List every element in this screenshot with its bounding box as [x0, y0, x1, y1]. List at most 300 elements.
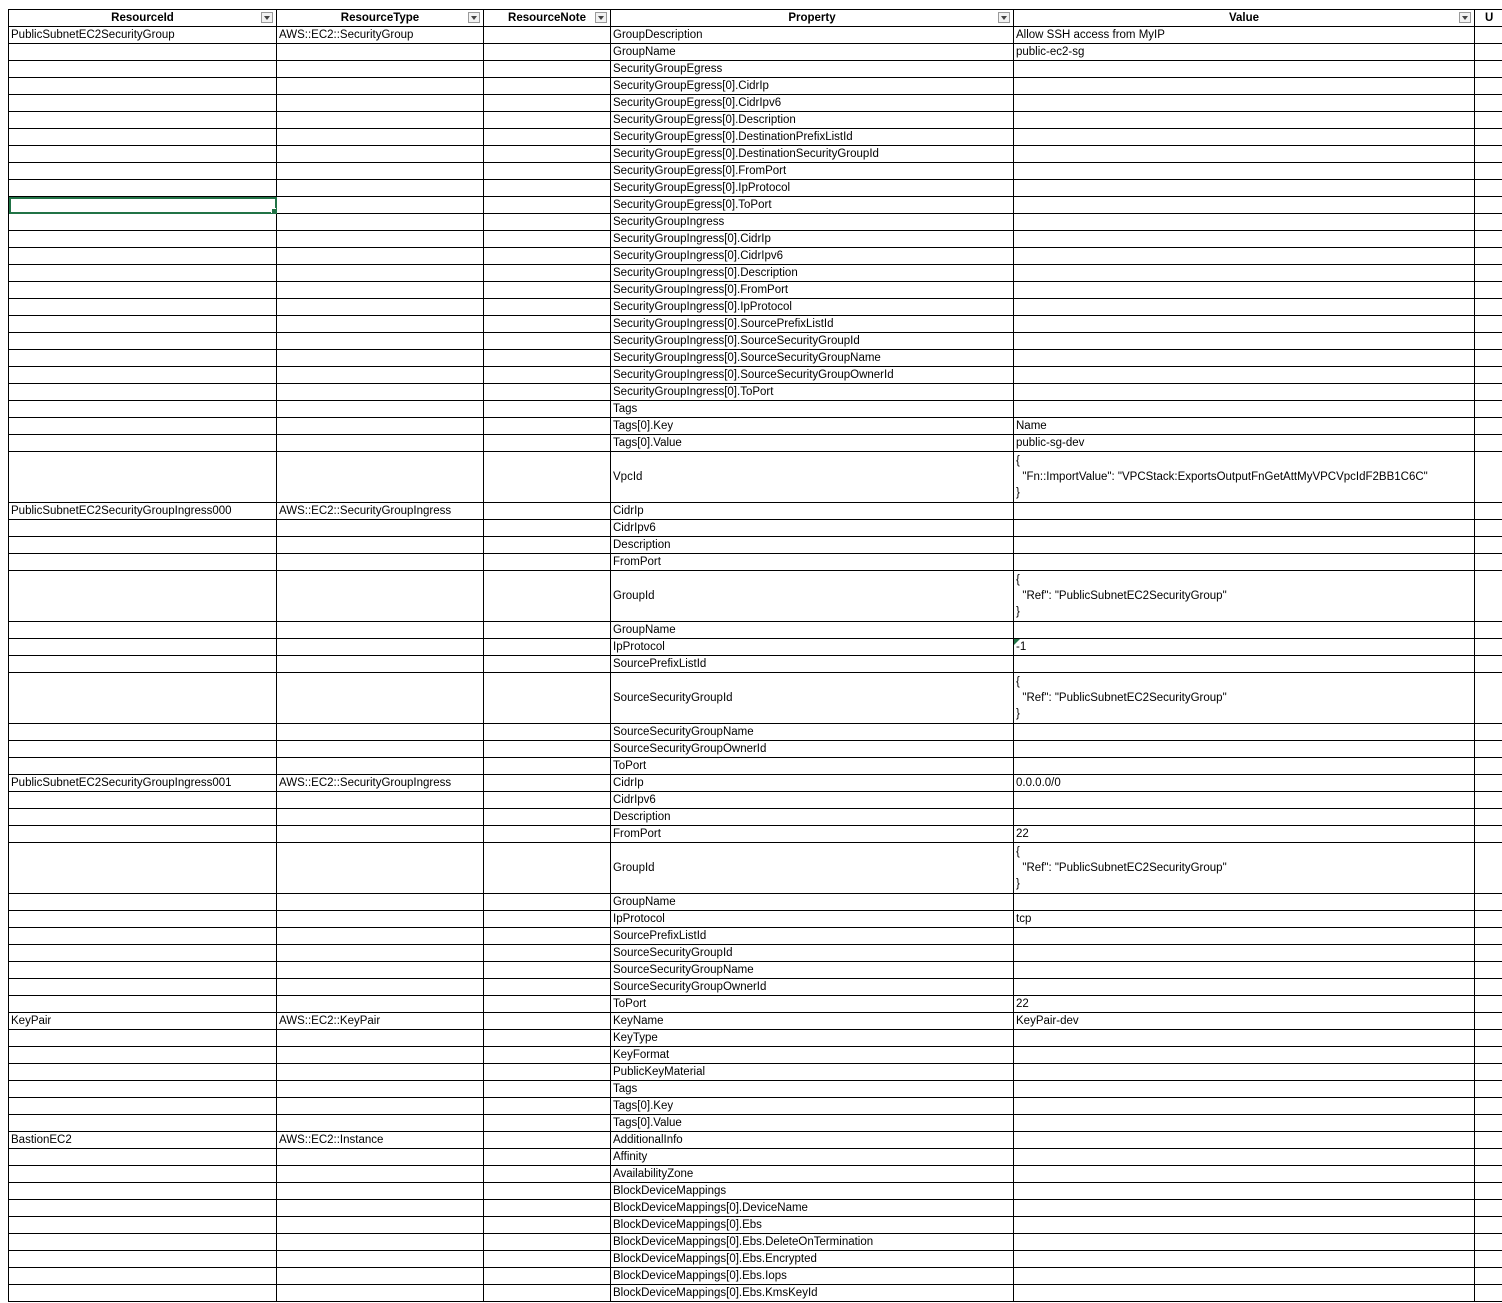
- property-cell[interactable]: Description: [611, 809, 1014, 826]
- value-cell[interactable]: { "Ref": "PublicSubnetEC2SecurityGroup" }: [1014, 843, 1475, 894]
- value-cell[interactable]: [1014, 1081, 1475, 1098]
- resourcetype-cell[interactable]: [277, 1251, 484, 1268]
- u-cell[interactable]: [1475, 673, 1502, 724]
- value-cell[interactable]: [1014, 1030, 1475, 1047]
- resourcenote-cell[interactable]: [484, 911, 611, 928]
- property-cell[interactable]: SecurityGroupEgress[0].IpProtocol: [611, 180, 1014, 197]
- resourcetype-cell[interactable]: [277, 741, 484, 758]
- value-cell[interactable]: [1014, 1183, 1475, 1200]
- value-cell[interactable]: [1014, 1217, 1475, 1234]
- u-cell[interactable]: [1475, 27, 1502, 44]
- value-cell[interactable]: [1014, 724, 1475, 741]
- resourcenote-cell[interactable]: [484, 265, 611, 282]
- resourcetype-cell[interactable]: [277, 197, 484, 214]
- resourcetype-cell[interactable]: [277, 1081, 484, 1098]
- filter-dropdown-icon[interactable]: [261, 12, 273, 23]
- resourcenote-cell[interactable]: [484, 809, 611, 826]
- resourcenote-cell[interactable]: [484, 1251, 611, 1268]
- property-cell[interactable]: BlockDeviceMappings[0].Ebs: [611, 1217, 1014, 1234]
- u-cell[interactable]: [1475, 537, 1502, 554]
- resourcetype-cell[interactable]: [277, 1268, 484, 1285]
- value-cell[interactable]: [1014, 299, 1475, 316]
- u-cell[interactable]: [1475, 333, 1502, 350]
- value-cell[interactable]: [1014, 401, 1475, 418]
- resourcetype-cell[interactable]: [277, 792, 484, 809]
- value-cell[interactable]: [1014, 809, 1475, 826]
- resourcenote-cell[interactable]: [484, 1217, 611, 1234]
- resourcetype-cell[interactable]: [277, 1285, 484, 1302]
- property-cell[interactable]: Tags[0].Value: [611, 435, 1014, 452]
- resourcenote-cell[interactable]: [484, 384, 611, 401]
- resourceid-cell[interactable]: [9, 1183, 277, 1200]
- resourceid-cell[interactable]: [9, 452, 277, 503]
- u-cell[interactable]: [1475, 61, 1502, 78]
- value-cell[interactable]: public-ec2-sg: [1014, 44, 1475, 61]
- resourceid-cell[interactable]: [9, 656, 277, 673]
- u-cell[interactable]: [1475, 248, 1502, 265]
- filter-dropdown-icon[interactable]: [1459, 12, 1471, 23]
- u-cell[interactable]: [1475, 418, 1502, 435]
- u-cell[interactable]: [1475, 996, 1502, 1013]
- property-cell[interactable]: SecurityGroupIngress[0].Description: [611, 265, 1014, 282]
- resourcenote-cell[interactable]: [484, 1047, 611, 1064]
- resourcetype-cell[interactable]: [277, 928, 484, 945]
- property-cell[interactable]: CidrIpv6: [611, 792, 1014, 809]
- resourcenote-cell[interactable]: [484, 1081, 611, 1098]
- value-cell[interactable]: tcp: [1014, 911, 1475, 928]
- resourcenote-cell[interactable]: [484, 78, 611, 95]
- resourcetype-cell[interactable]: [277, 894, 484, 911]
- value-cell[interactable]: [1014, 316, 1475, 333]
- resourceid-cell[interactable]: [9, 571, 277, 622]
- resourceid-cell[interactable]: PublicSubnetEC2SecurityGroup: [9, 27, 277, 44]
- value-cell[interactable]: [1014, 979, 1475, 996]
- resourcenote-cell[interactable]: [484, 673, 611, 724]
- resourceid-cell[interactable]: [9, 928, 277, 945]
- property-cell[interactable]: KeyType: [611, 1030, 1014, 1047]
- u-cell[interactable]: [1475, 129, 1502, 146]
- resourcenote-cell[interactable]: [484, 61, 611, 78]
- u-cell[interactable]: [1475, 826, 1502, 843]
- property-cell[interactable]: BlockDeviceMappings[0].Ebs.KmsKeyId: [611, 1285, 1014, 1302]
- resourcetype-cell[interactable]: [277, 95, 484, 112]
- u-cell[interactable]: [1475, 1200, 1502, 1217]
- resourcetype-cell[interactable]: [277, 214, 484, 231]
- resourceid-cell[interactable]: [9, 333, 277, 350]
- resourceid-cell[interactable]: [9, 248, 277, 265]
- resourcenote-cell[interactable]: [484, 367, 611, 384]
- resourcetype-cell[interactable]: [277, 333, 484, 350]
- u-cell[interactable]: [1475, 282, 1502, 299]
- value-cell[interactable]: [1014, 180, 1475, 197]
- resourceid-cell[interactable]: [9, 894, 277, 911]
- resourceid-cell[interactable]: [9, 996, 277, 1013]
- property-cell[interactable]: CidrIpv6: [611, 520, 1014, 537]
- u-cell[interactable]: [1475, 401, 1502, 418]
- resourcenote-cell[interactable]: [484, 299, 611, 316]
- resourcenote-cell[interactable]: [484, 826, 611, 843]
- value-cell[interactable]: [1014, 741, 1475, 758]
- u-cell[interactable]: [1475, 622, 1502, 639]
- value-cell[interactable]: [1014, 1132, 1475, 1149]
- resourcenote-cell[interactable]: [484, 792, 611, 809]
- resourcetype-cell[interactable]: [277, 571, 484, 622]
- value-cell[interactable]: [1014, 95, 1475, 112]
- value-cell[interactable]: [1014, 61, 1475, 78]
- resourceid-cell[interactable]: [9, 758, 277, 775]
- property-cell[interactable]: IpProtocol: [611, 639, 1014, 656]
- value-cell[interactable]: [1014, 962, 1475, 979]
- resourcenote-cell[interactable]: [484, 44, 611, 61]
- property-cell[interactable]: SourceSecurityGroupOwnerId: [611, 979, 1014, 996]
- resourcenote-cell[interactable]: [484, 129, 611, 146]
- u-cell[interactable]: [1475, 197, 1502, 214]
- resourcetype-cell[interactable]: [277, 282, 484, 299]
- value-cell[interactable]: { "Fn::ImportValue": "VPCStack:ExportsOutputFnGetAttMyVPCVpcIdF2BB1C6C" }: [1014, 452, 1475, 503]
- resourceid-cell[interactable]: [9, 1115, 277, 1132]
- value-cell[interactable]: [1014, 1234, 1475, 1251]
- value-cell[interactable]: [1014, 792, 1475, 809]
- u-cell[interactable]: [1475, 44, 1502, 61]
- value-cell[interactable]: [1014, 146, 1475, 163]
- resourceid-cell[interactable]: [9, 1251, 277, 1268]
- u-cell[interactable]: [1475, 571, 1502, 622]
- resourceid-cell[interactable]: [9, 435, 277, 452]
- u-cell[interactable]: [1475, 945, 1502, 962]
- resourcetype-cell[interactable]: [277, 418, 484, 435]
- property-cell[interactable]: SourceSecurityGroupId: [611, 673, 1014, 724]
- resourcenote-cell[interactable]: [484, 554, 611, 571]
- value-cell[interactable]: [1014, 1285, 1475, 1302]
- u-cell[interactable]: [1475, 1132, 1502, 1149]
- resourcenote-cell[interactable]: [484, 146, 611, 163]
- u-cell[interactable]: [1475, 1030, 1502, 1047]
- property-cell[interactable]: SourcePrefixListId: [611, 928, 1014, 945]
- value-cell[interactable]: [1014, 1166, 1475, 1183]
- resourceid-cell[interactable]: [9, 843, 277, 894]
- property-cell[interactable]: Tags: [611, 401, 1014, 418]
- resourceid-cell[interactable]: [9, 1268, 277, 1285]
- resourceid-cell[interactable]: PublicSubnetEC2SecurityGroupIngress000: [9, 503, 277, 520]
- resourcetype-cell[interactable]: [277, 911, 484, 928]
- u-cell[interactable]: [1475, 214, 1502, 231]
- u-cell[interactable]: [1475, 1115, 1502, 1132]
- resourcetype-cell[interactable]: [277, 231, 484, 248]
- resourceid-cell[interactable]: [9, 741, 277, 758]
- u-cell[interactable]: [1475, 180, 1502, 197]
- property-cell[interactable]: SourceSecurityGroupId: [611, 945, 1014, 962]
- resourcenote-cell[interactable]: [484, 231, 611, 248]
- value-cell[interactable]: [1014, 537, 1475, 554]
- value-cell[interactable]: [1014, 1047, 1475, 1064]
- u-cell[interactable]: [1475, 809, 1502, 826]
- u-cell[interactable]: [1475, 384, 1502, 401]
- property-cell[interactable]: AdditionalInfo: [611, 1132, 1014, 1149]
- resourcenote-cell[interactable]: [484, 979, 611, 996]
- resourceid-cell[interactable]: [9, 61, 277, 78]
- resourceid-cell[interactable]: [9, 945, 277, 962]
- property-cell[interactable]: SecurityGroupIngress[0].ToPort: [611, 384, 1014, 401]
- spreadsheet-grid[interactable]: [8, 9, 1502, 1303]
- property-cell[interactable]: FromPort: [611, 826, 1014, 843]
- property-cell[interactable]: KeyFormat: [611, 1047, 1014, 1064]
- resourceid-cell[interactable]: [9, 1200, 277, 1217]
- resourcetype-cell[interactable]: [277, 401, 484, 418]
- value-cell[interactable]: [1014, 282, 1475, 299]
- resourcetype-cell[interactable]: [277, 673, 484, 724]
- resourcenote-cell[interactable]: [484, 95, 611, 112]
- property-cell[interactable]: SourceSecurityGroupOwnerId: [611, 741, 1014, 758]
- u-cell[interactable]: [1475, 299, 1502, 316]
- resourcenote-cell[interactable]: [484, 1268, 611, 1285]
- property-cell[interactable]: Tags[0].Value: [611, 1115, 1014, 1132]
- resourceid-cell[interactable]: [9, 180, 277, 197]
- resourceid-cell[interactable]: [9, 367, 277, 384]
- resourcetype-cell[interactable]: [277, 979, 484, 996]
- resourcetype-cell[interactable]: [277, 826, 484, 843]
- resourcenote-cell[interactable]: [484, 928, 611, 945]
- u-cell[interactable]: [1475, 775, 1502, 792]
- filter-dropdown-icon[interactable]: [998, 12, 1010, 23]
- u-cell[interactable]: [1475, 1166, 1502, 1183]
- property-cell[interactable]: GroupDescription: [611, 27, 1014, 44]
- value-cell[interactable]: [1014, 894, 1475, 911]
- resourcenote-cell[interactable]: [484, 1115, 611, 1132]
- u-cell[interactable]: [1475, 741, 1502, 758]
- resourcenote-cell[interactable]: [484, 945, 611, 962]
- u-cell[interactable]: [1475, 979, 1502, 996]
- u-cell[interactable]: [1475, 1251, 1502, 1268]
- value-cell[interactable]: -1: [1014, 639, 1475, 656]
- resourcetype-cell[interactable]: [277, 1047, 484, 1064]
- resourcetype-cell[interactable]: [277, 1149, 484, 1166]
- resourceid-cell[interactable]: [9, 95, 277, 112]
- resourcetype-cell[interactable]: [277, 1115, 484, 1132]
- u-cell[interactable]: [1475, 1268, 1502, 1285]
- value-cell[interactable]: [1014, 1268, 1475, 1285]
- property-cell[interactable]: Tags: [611, 1081, 1014, 1098]
- u-cell[interactable]: [1475, 894, 1502, 911]
- resourcetype-cell[interactable]: [277, 724, 484, 741]
- resourceid-cell[interactable]: [9, 418, 277, 435]
- property-cell[interactable]: SecurityGroupEgress[0].Description: [611, 112, 1014, 129]
- value-cell[interactable]: [1014, 928, 1475, 945]
- property-cell[interactable]: SourceSecurityGroupName: [611, 962, 1014, 979]
- resourceid-cell[interactable]: [9, 1064, 277, 1081]
- value-cell[interactable]: [1014, 248, 1475, 265]
- resourcenote-cell[interactable]: [484, 520, 611, 537]
- property-cell[interactable]: Description: [611, 537, 1014, 554]
- resourcetype-cell[interactable]: [277, 520, 484, 537]
- u-cell[interactable]: [1475, 639, 1502, 656]
- resourceid-cell[interactable]: [9, 401, 277, 418]
- resourcetype-cell[interactable]: [277, 843, 484, 894]
- value-cell[interactable]: [1014, 1149, 1475, 1166]
- resourceid-cell[interactable]: [9, 316, 277, 333]
- resourceid-cell[interactable]: [9, 979, 277, 996]
- u-cell[interactable]: [1475, 503, 1502, 520]
- property-cell[interactable]: SourceSecurityGroupName: [611, 724, 1014, 741]
- resourceid-cell[interactable]: [9, 639, 277, 656]
- property-cell[interactable]: SecurityGroupIngress: [611, 214, 1014, 231]
- column-header-value[interactable]: [1014, 10, 1475, 27]
- resourcetype-cell[interactable]: AWS::EC2::SecurityGroup: [277, 27, 484, 44]
- u-cell[interactable]: [1475, 962, 1502, 979]
- property-cell[interactable]: KeyName: [611, 1013, 1014, 1030]
- resourceid-cell[interactable]: [9, 1234, 277, 1251]
- resourcenote-cell[interactable]: [484, 503, 611, 520]
- property-cell[interactable]: SecurityGroupEgress[0].DestinationSecurityGroupId: [611, 146, 1014, 163]
- resourceid-cell[interactable]: [9, 384, 277, 401]
- resourceid-cell[interactable]: [9, 1217, 277, 1234]
- property-cell[interactable]: SecurityGroupEgress[0].CidrIp: [611, 78, 1014, 95]
- resourceid-cell[interactable]: [9, 1098, 277, 1115]
- resourcenote-cell[interactable]: [484, 435, 611, 452]
- resourcetype-cell[interactable]: [277, 962, 484, 979]
- resourceid-cell[interactable]: KeyPair: [9, 1013, 277, 1030]
- resourceid-cell[interactable]: [9, 231, 277, 248]
- resourceid-cell[interactable]: [9, 112, 277, 129]
- resourceid-cell[interactable]: BastionEC2: [9, 1132, 277, 1149]
- u-cell[interactable]: [1475, 1013, 1502, 1030]
- resourcenote-cell[interactable]: [484, 639, 611, 656]
- u-cell[interactable]: [1475, 231, 1502, 248]
- u-cell[interactable]: [1475, 843, 1502, 894]
- value-cell[interactable]: [1014, 656, 1475, 673]
- resourcetype-cell[interactable]: [277, 1234, 484, 1251]
- resourceid-cell[interactable]: [9, 129, 277, 146]
- resourcenote-cell[interactable]: [484, 401, 611, 418]
- value-cell[interactable]: [1014, 1200, 1475, 1217]
- resourceid-cell[interactable]: [9, 673, 277, 724]
- property-cell[interactable]: SecurityGroupIngress[0].SourceSecurityGroupOwnerId: [611, 367, 1014, 384]
- property-cell[interactable]: GroupId: [611, 843, 1014, 894]
- property-cell[interactable]: GroupId: [611, 571, 1014, 622]
- resourcetype-cell[interactable]: [277, 435, 484, 452]
- resourcetype-cell[interactable]: [277, 78, 484, 95]
- value-cell[interactable]: KeyPair-dev: [1014, 1013, 1475, 1030]
- value-cell[interactable]: [1014, 78, 1475, 95]
- u-cell[interactable]: [1475, 95, 1502, 112]
- property-cell[interactable]: BlockDeviceMappings[0].DeviceName: [611, 1200, 1014, 1217]
- value-cell[interactable]: [1014, 554, 1475, 571]
- resourcenote-cell[interactable]: [484, 775, 611, 792]
- resourceid-cell[interactable]: [9, 163, 277, 180]
- resourcetype-cell[interactable]: [277, 758, 484, 775]
- resourcenote-cell[interactable]: [484, 758, 611, 775]
- property-cell[interactable]: SecurityGroupEgress[0].ToPort: [611, 197, 1014, 214]
- value-cell[interactable]: [1014, 350, 1475, 367]
- resourcenote-cell[interactable]: [484, 248, 611, 265]
- resourcenote-cell[interactable]: [484, 537, 611, 554]
- column-header-resourceid[interactable]: [9, 10, 277, 27]
- value-cell[interactable]: [1014, 367, 1475, 384]
- resourcetype-cell[interactable]: [277, 112, 484, 129]
- u-cell[interactable]: [1475, 1047, 1502, 1064]
- resourceid-cell[interactable]: [9, 962, 277, 979]
- resourceid-cell[interactable]: [9, 265, 277, 282]
- resourcetype-cell[interactable]: [277, 639, 484, 656]
- u-cell[interactable]: [1475, 1217, 1502, 1234]
- property-cell[interactable]: CidrIp: [611, 775, 1014, 792]
- u-cell[interactable]: [1475, 452, 1502, 503]
- resourcetype-cell[interactable]: [277, 1217, 484, 1234]
- resourcenote-cell[interactable]: [484, 316, 611, 333]
- resourcetype-cell[interactable]: [277, 316, 484, 333]
- resourcenote-cell[interactable]: [484, 843, 611, 894]
- u-cell[interactable]: [1475, 758, 1502, 775]
- property-cell[interactable]: BlockDeviceMappings[0].Ebs.Iops: [611, 1268, 1014, 1285]
- value-cell[interactable]: [1014, 265, 1475, 282]
- resourcetype-cell[interactable]: [277, 146, 484, 163]
- property-cell[interactable]: IpProtocol: [611, 911, 1014, 928]
- value-cell[interactable]: [1014, 163, 1475, 180]
- value-cell[interactable]: { "Ref": "PublicSubnetEC2SecurityGroup" }: [1014, 571, 1475, 622]
- resourceid-cell[interactable]: [9, 78, 277, 95]
- resourcenote-cell[interactable]: [484, 894, 611, 911]
- u-cell[interactable]: [1475, 265, 1502, 282]
- u-cell[interactable]: [1475, 112, 1502, 129]
- resourcenote-cell[interactable]: [484, 350, 611, 367]
- u-cell[interactable]: [1475, 1064, 1502, 1081]
- value-cell[interactable]: [1014, 945, 1475, 962]
- value-cell[interactable]: [1014, 333, 1475, 350]
- resourceid-cell[interactable]: [9, 282, 277, 299]
- u-cell[interactable]: [1475, 911, 1502, 928]
- property-cell[interactable]: SecurityGroupIngress[0].SourcePrefixListId: [611, 316, 1014, 333]
- resourcetype-cell[interactable]: [277, 265, 484, 282]
- resourcetype-cell[interactable]: AWS::EC2::SecurityGroupIngress: [277, 775, 484, 792]
- u-cell[interactable]: [1475, 350, 1502, 367]
- value-cell[interactable]: Name: [1014, 418, 1475, 435]
- resourceid-cell[interactable]: [9, 911, 277, 928]
- resourcetype-cell[interactable]: AWS::EC2::SecurityGroupIngress: [277, 503, 484, 520]
- u-cell[interactable]: [1475, 724, 1502, 741]
- property-cell[interactable]: SecurityGroupIngress[0].FromPort: [611, 282, 1014, 299]
- resourcenote-cell[interactable]: [484, 656, 611, 673]
- resourcenote-cell[interactable]: [484, 282, 611, 299]
- property-cell[interactable]: FromPort: [611, 554, 1014, 571]
- resourcenote-cell[interactable]: [484, 996, 611, 1013]
- resourceid-cell[interactable]: [9, 1030, 277, 1047]
- value-cell[interactable]: 22: [1014, 826, 1475, 843]
- property-cell[interactable]: Affinity: [611, 1149, 1014, 1166]
- resourceid-cell[interactable]: [9, 1166, 277, 1183]
- resourceid-cell[interactable]: [9, 299, 277, 316]
- resourcenote-cell[interactable]: [484, 1200, 611, 1217]
- resourcetype-cell[interactable]: [277, 299, 484, 316]
- u-cell[interactable]: [1475, 146, 1502, 163]
- resourcetype-cell[interactable]: [277, 1098, 484, 1115]
- property-cell[interactable]: BlockDeviceMappings[0].Ebs.Encrypted: [611, 1251, 1014, 1268]
- resourcetype-cell[interactable]: [277, 996, 484, 1013]
- resourcetype-cell[interactable]: [277, 1200, 484, 1217]
- resourcenote-cell[interactable]: [484, 27, 611, 44]
- column-header-resourcetype[interactable]: [277, 10, 484, 27]
- resourceid-cell[interactable]: [9, 520, 277, 537]
- resourcenote-cell[interactable]: [484, 180, 611, 197]
- value-cell[interactable]: 22: [1014, 996, 1475, 1013]
- resourcenote-cell[interactable]: [484, 1132, 611, 1149]
- resourcenote-cell[interactable]: [484, 112, 611, 129]
- resourcetype-cell[interactable]: [277, 384, 484, 401]
- resourcenote-cell[interactable]: [484, 962, 611, 979]
- property-cell[interactable]: GroupName: [611, 894, 1014, 911]
- resourcetype-cell[interactable]: [277, 180, 484, 197]
- resourcenote-cell[interactable]: [484, 1183, 611, 1200]
- resourcenote-cell[interactable]: [484, 1064, 611, 1081]
- property-cell[interactable]: ToPort: [611, 758, 1014, 775]
